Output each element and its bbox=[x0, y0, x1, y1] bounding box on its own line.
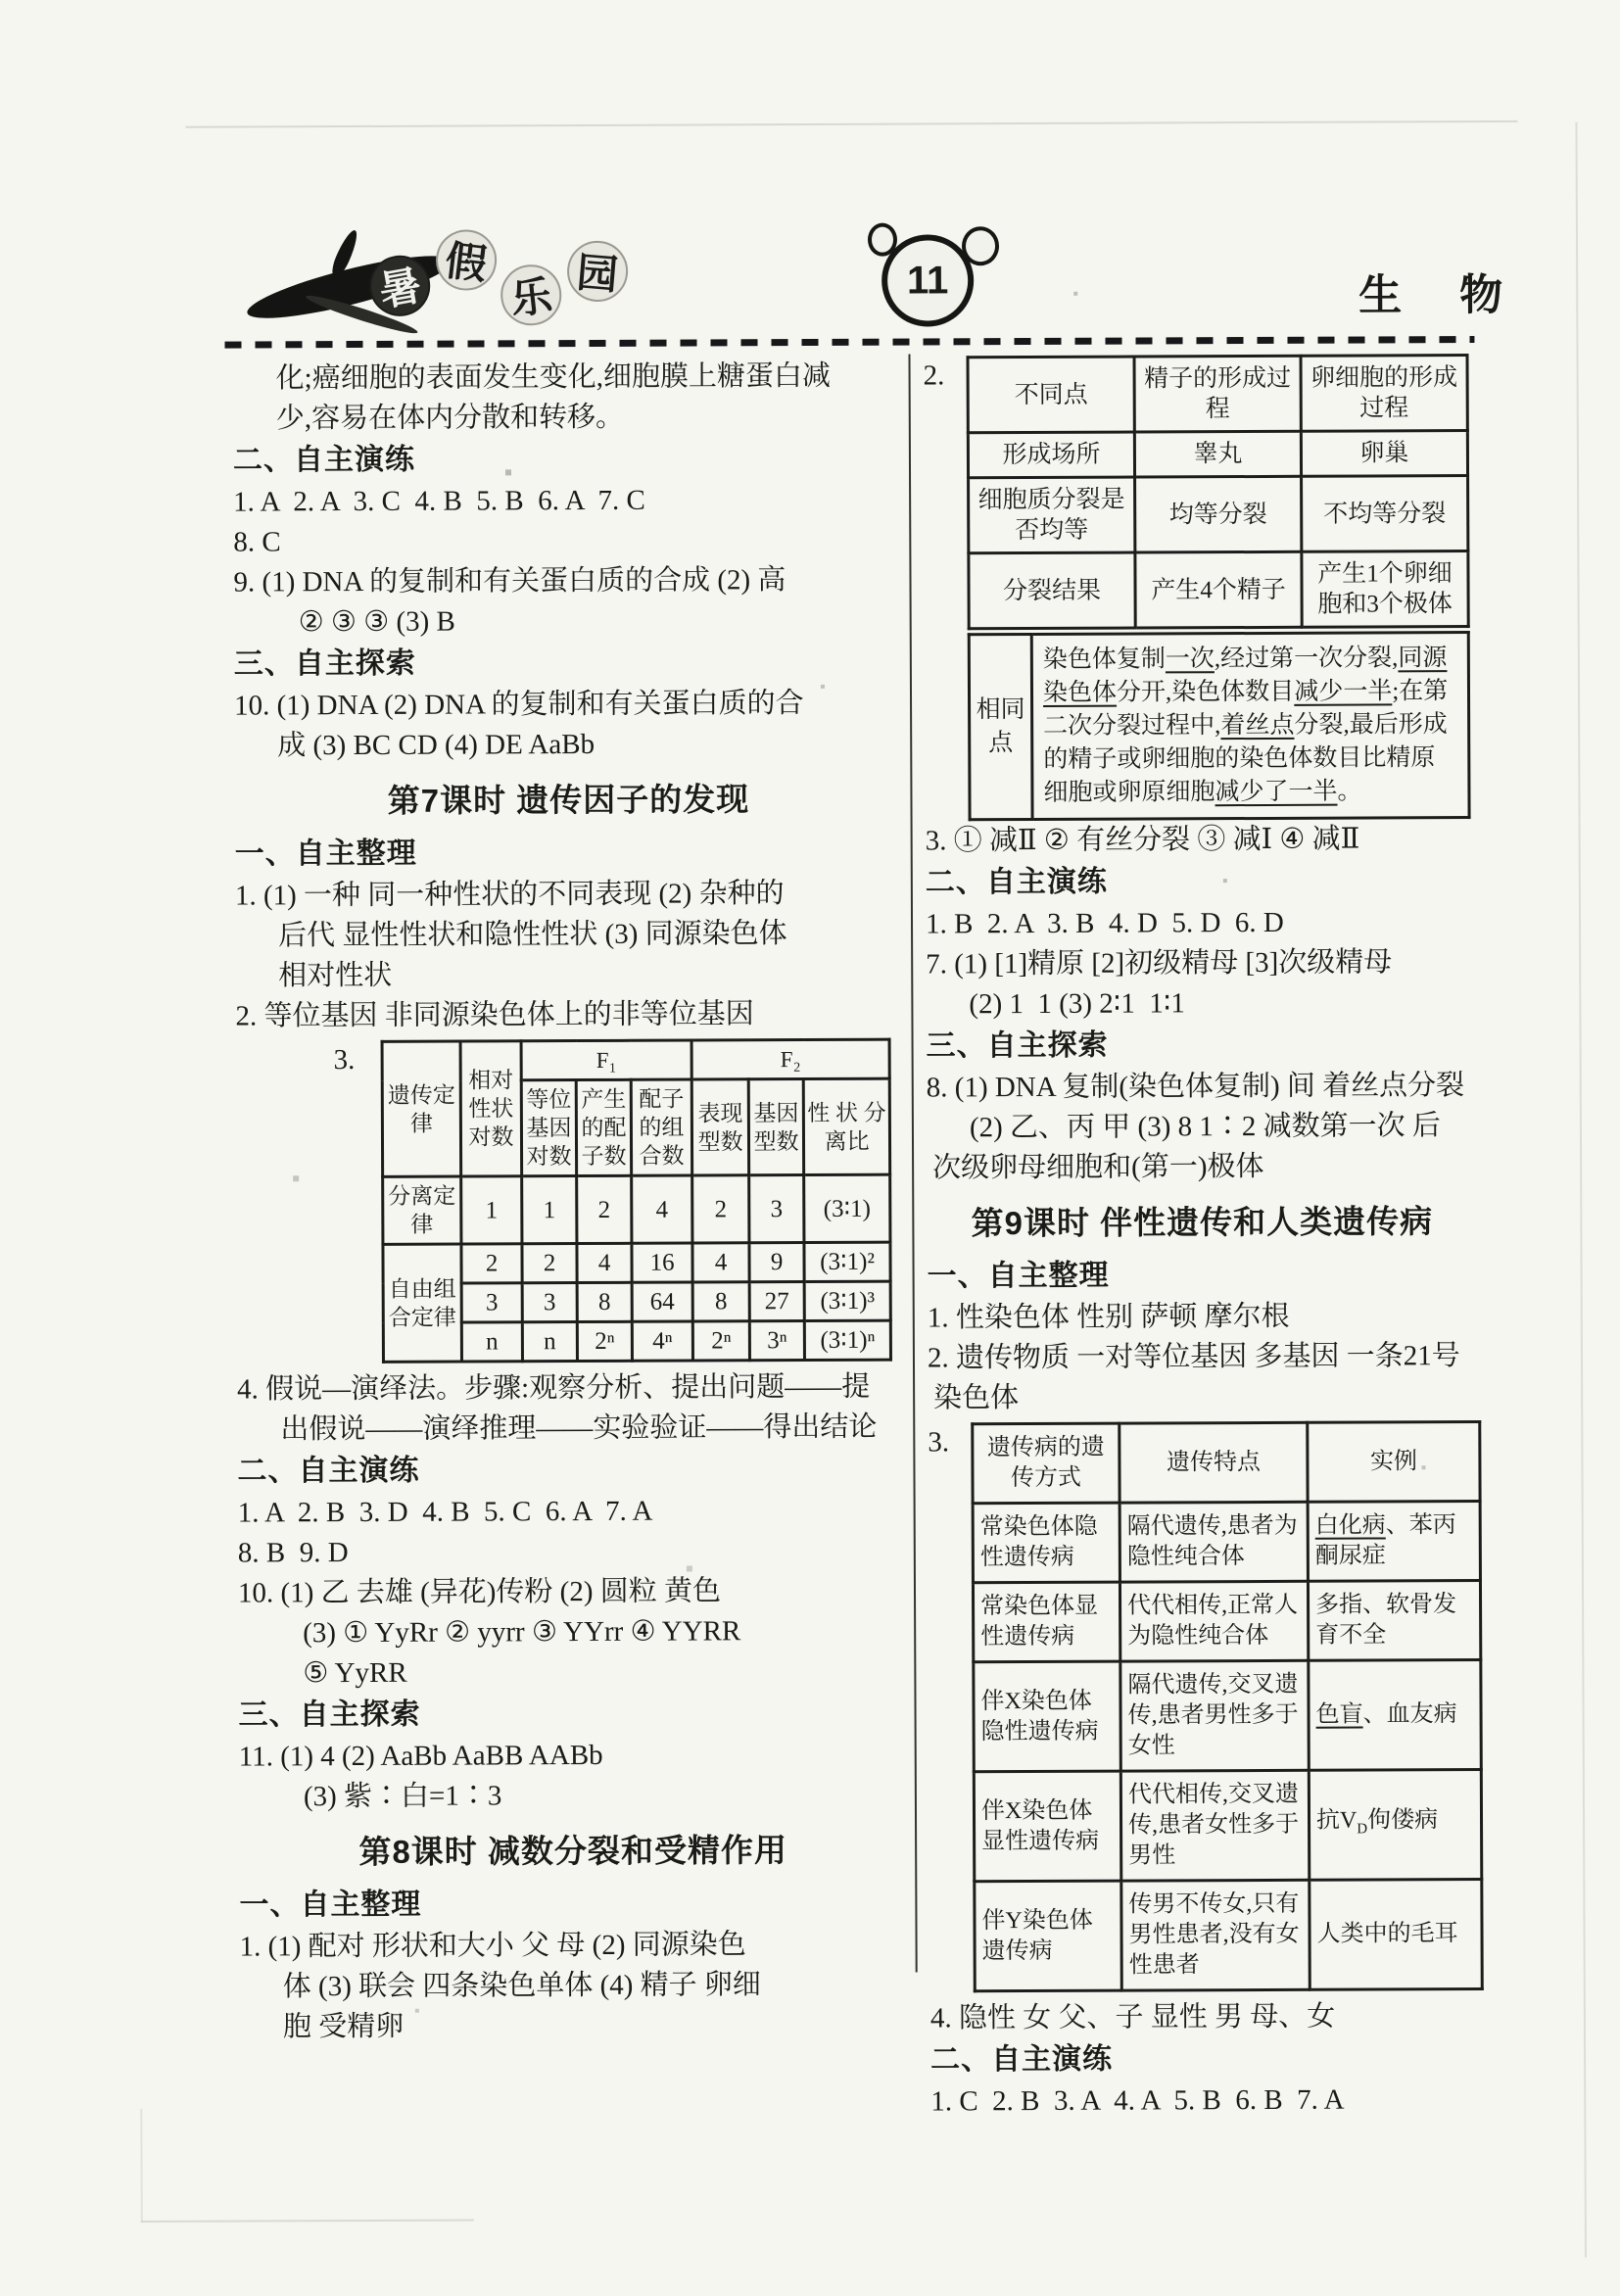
table-cell: 2ⁿ bbox=[692, 1321, 749, 1361]
table-cell bbox=[1309, 1660, 1481, 1771]
answer-line: 1. 性染色体 性别 萨顿 摩尔根 bbox=[927, 1300, 1290, 1334]
table-cell: 64 bbox=[632, 1282, 692, 1321]
scan-artifact-line bbox=[140, 2109, 143, 2223]
section-heading: 二、自主演练 bbox=[232, 443, 416, 477]
text-segment: 、血友病 bbox=[1362, 1701, 1457, 1728]
table-cell: 性 状 分离比 bbox=[803, 1078, 889, 1174]
text-segment: ,经过第一次分裂, bbox=[1214, 645, 1399, 673]
table-cell: 产生的配子数 bbox=[576, 1079, 631, 1175]
answer-line: 8. C bbox=[233, 526, 281, 558]
answer-line: 11. (1) 4 (2) AaBb AaBB AABb bbox=[238, 1739, 603, 1773]
scan-artifact-line bbox=[185, 120, 1517, 128]
answer-line: 相对性状 bbox=[278, 959, 393, 992]
table-cell: 细胞质分裂是否均等 bbox=[969, 477, 1135, 553]
section-heading: 一、自主整理 bbox=[927, 1259, 1110, 1293]
answer-line: 10. (1) 乙 去雄 (异花)传粉 (2) 圆粒 黄色 bbox=[237, 1575, 722, 1609]
table-cell: 隔代遗传,患者为隐性纯合体 bbox=[1120, 1502, 1308, 1582]
section-heading: 三、自主探索 bbox=[926, 1028, 1109, 1063]
subject-title: 生 物 bbox=[1358, 270, 1527, 320]
text-segment: 。 bbox=[1337, 778, 1362, 805]
text-segment: 一次 bbox=[1165, 646, 1215, 673]
left-column bbox=[233, 357, 909, 2048]
text-segment: 分开,染色体数目 bbox=[1116, 678, 1295, 706]
table-cell: 传男不传女,只有男性患者,没有女性患者 bbox=[1121, 1880, 1310, 1990]
section-heading: 三、自主探索 bbox=[233, 646, 416, 681]
table-cell: 代代相传,正常人为隐性纯合体 bbox=[1120, 1581, 1308, 1661]
body-line: 化;癌细胞的表面发生变化,细胞膜上糖蛋白减 bbox=[275, 359, 831, 395]
table-cell bbox=[1308, 1581, 1480, 1661]
table-cell: 伴X染色体显性遗传病 bbox=[974, 1771, 1120, 1882]
section-heading: 一、自主整理 bbox=[234, 837, 417, 871]
table-cell: 3 bbox=[461, 1283, 522, 1322]
table-cell bbox=[1310, 1880, 1482, 1990]
page-number-badge bbox=[881, 234, 974, 326]
text-segment: 多指、软骨发育不全 bbox=[1315, 1592, 1457, 1649]
table-cell: 2 bbox=[522, 1244, 577, 1283]
section-heading: 一、自主整理 bbox=[239, 1888, 422, 1922]
table-cell: 代代相传,交叉遗传,患者女性多于男性 bbox=[1120, 1770, 1309, 1881]
answer-line: 胞 受精卵 bbox=[282, 2010, 405, 2043]
table-cell: 相同点 bbox=[969, 635, 1032, 820]
text-segment: 同源染色体 bbox=[1042, 645, 1448, 706]
table-cell: 8 bbox=[577, 1282, 632, 1321]
answer-line: 1. A 2. B 3. D 4. B 5. C 6. A 7. A bbox=[237, 1495, 653, 1529]
answer-line: 8. (1) DNA 复制(染色体复制) 间 着丝点分裂 bbox=[926, 1070, 1465, 1104]
answer-line: 2. 遗传物质 一对等位基因 多基因 一条21号 bbox=[927, 1340, 1460, 1374]
table-cell: 等位基因对数 bbox=[521, 1080, 576, 1176]
table-cell: 3 bbox=[749, 1175, 804, 1243]
gametogenesis-table bbox=[967, 354, 1470, 630]
table-cell: (3∶1)³ bbox=[804, 1281, 890, 1320]
logo-character: 假 bbox=[433, 226, 500, 294]
answer-line: 9. (1) DNA 的复制和有关蛋白质的合成 (2) 高 bbox=[233, 564, 786, 598]
table-cell: 16 bbox=[632, 1243, 692, 1282]
text-segment: 、苯丙酮尿症 bbox=[1314, 1512, 1456, 1569]
table-cell: 分裂结果 bbox=[969, 552, 1135, 629]
item-number: 3. bbox=[333, 1044, 356, 1076]
table-cell: 4 bbox=[692, 1243, 749, 1282]
text-segment: ;在第二次分裂过程中, bbox=[1043, 678, 1449, 740]
table-cell: 3ⁿ bbox=[749, 1321, 804, 1361]
table-cell: 形成场所 bbox=[968, 432, 1134, 478]
table-cell: 表现型数 bbox=[691, 1079, 748, 1175]
table-cell: 精子的形成过程 bbox=[1134, 356, 1301, 432]
table-cell: 9 bbox=[749, 1243, 804, 1282]
table-cell: 遗传病的遗传方式 bbox=[973, 1423, 1120, 1504]
table-cell: 4 bbox=[577, 1243, 632, 1282]
table-cell: 3 bbox=[522, 1283, 577, 1322]
table-cell: F₂ bbox=[691, 1039, 889, 1079]
text-segment: 减少了一半 bbox=[1215, 778, 1338, 806]
answer-line: 成 (3) BC CD (4) DE AaBb bbox=[277, 728, 596, 762]
section-heading: 二、自主演练 bbox=[930, 2042, 1114, 2077]
answer-line: ② ③ ③ (3) B bbox=[298, 605, 455, 639]
answer-line: ⑤ YyRR bbox=[303, 1656, 407, 1690]
answer-line: 后代 显性性状和隐性性状 (3) 同源染色体 bbox=[278, 918, 787, 952]
answer-line: 1. (1) 一种 同一种性状的不同表现 (2) 杂种的 bbox=[234, 878, 785, 912]
logo-character: 园 bbox=[565, 238, 631, 304]
lesson-heading: 第8课时 减数分裂和受精作用 bbox=[358, 1832, 788, 1871]
answer-line: (3) 紫∶白=1∶3 bbox=[303, 1780, 502, 1813]
text-segment: 人类中的毛耳 bbox=[1316, 1921, 1458, 1947]
table-cell: 2ⁿ bbox=[577, 1321, 632, 1361]
scan-artifact-line bbox=[1575, 122, 1587, 2258]
answer-line: (2) 1 1 (3) 2∶1 1∶1 bbox=[969, 987, 1185, 1021]
table-cell: 2 bbox=[461, 1244, 522, 1283]
table-cell: (3∶1)² bbox=[804, 1242, 890, 1281]
logo-character: 暑 bbox=[364, 251, 435, 321]
answer-line: 7. (1) [1]精原 [2]初级精母 [3]次级精母 bbox=[926, 946, 1393, 981]
section-heading: 二、自主演练 bbox=[237, 1454, 420, 1488]
answer-line: (3) ① YyRr ② yyrr ③ YYrr ④ YYRR bbox=[303, 1615, 741, 1650]
table-cell: 分离定律 bbox=[383, 1176, 461, 1244]
answer-line: 1. A 2. A 3. C 4. B 5. B 6. A 7. C bbox=[233, 484, 645, 518]
answer-line: 1. C 2. B 3. A 4. A 5. B 6. B 7. A bbox=[930, 2083, 1345, 2118]
table-cell: 产生1个卵细胞和3个极体 bbox=[1302, 551, 1468, 628]
table-cell: 常染色体显性遗传病 bbox=[973, 1582, 1120, 1662]
table-cell: 配子的组合数 bbox=[631, 1079, 691, 1175]
column-divider bbox=[908, 355, 917, 1973]
section-heading: 三、自主探索 bbox=[238, 1698, 421, 1732]
table-cell: 27 bbox=[749, 1282, 804, 1321]
table-cell bbox=[1309, 1770, 1481, 1881]
body-line: 少,容易在体内分散和转移。 bbox=[275, 401, 625, 435]
answer-line: 1. B 2. A 3. B 4. D 5. D 6. D bbox=[925, 906, 1284, 940]
table-cell: F₁ bbox=[521, 1040, 691, 1080]
answer-line: 出假说——演绎推理——实验验证——得出结论 bbox=[280, 1411, 878, 1446]
table-cell: 2 bbox=[692, 1175, 749, 1243]
genetic-diseases-table bbox=[971, 1420, 1484, 1992]
page-number: 11 bbox=[906, 258, 949, 303]
numbered-table-block bbox=[928, 1420, 1481, 1992]
text-segment: 着丝点 bbox=[1220, 711, 1295, 740]
genetics-laws-table bbox=[381, 1038, 892, 1363]
table-cell: 遗传定律 bbox=[382, 1041, 461, 1176]
table-cell: 遗传特点 bbox=[1120, 1422, 1308, 1503]
table-cell: 不均等分裂 bbox=[1302, 476, 1468, 552]
answer-line: (2) 乙、丙 甲 (3) 8 1∶2 减数第一次 后 bbox=[969, 1110, 1441, 1144]
answer-line: 2. 等位基因 非同源染色体上的非等位基因 bbox=[235, 998, 754, 1032]
table-cell: 伴X染色体隐性遗传病 bbox=[974, 1661, 1120, 1772]
item-number: 2. bbox=[923, 359, 945, 392]
series-logo bbox=[244, 221, 656, 343]
table-cell: n bbox=[461, 1322, 522, 1362]
table-cell bbox=[1308, 1502, 1480, 1582]
table-cell: 8 bbox=[692, 1282, 749, 1321]
text-segment: 抗V bbox=[1315, 1807, 1358, 1834]
table-cell: 自由组合定律 bbox=[383, 1244, 462, 1362]
text-segment: 色盲 bbox=[1315, 1701, 1363, 1728]
logo-character: 乐 bbox=[498, 262, 564, 328]
answer-line: 体 (3) 联会 四条染色单体 (4) 精子 卵细 bbox=[282, 1969, 761, 2003]
answer-line: 10. (1) DNA (2) DNA 的复制和有关蛋白质的合 bbox=[233, 688, 804, 722]
table-cell: (3∶1)ⁿ bbox=[804, 1320, 890, 1360]
table-cell: 隔代遗传,交叉遗传,患者男性多于女性 bbox=[1120, 1660, 1309, 1771]
answer-line: 4. 隐性 女 父、子 显性 男 母、女 bbox=[929, 2000, 1336, 2034]
numbered-table-block bbox=[924, 354, 1475, 630]
scan-artifact-line bbox=[141, 2220, 474, 2223]
table-cell: 1 bbox=[461, 1176, 522, 1244]
text-segment: 减少一半 bbox=[1294, 678, 1393, 705]
table-cell: 相对性状对数 bbox=[460, 1041, 522, 1176]
table-cell: 产生4个精子 bbox=[1135, 551, 1302, 628]
table-cell bbox=[1031, 633, 1469, 820]
table-cell: 实例 bbox=[1308, 1422, 1480, 1503]
answer-line: 1. (1) 配对 形状和大小 父 母 (2) 同源染色 bbox=[239, 1929, 746, 1963]
table-cell: 均等分裂 bbox=[1135, 476, 1302, 552]
text-segment: 白化病 bbox=[1314, 1512, 1386, 1539]
text-segment: D bbox=[1357, 1820, 1368, 1837]
table-cell: n bbox=[522, 1322, 577, 1362]
lesson-heading: 第9课时 伴性遗传和人类遗传病 bbox=[971, 1203, 1434, 1242]
answer-line: 4. 假说—演绎法。步骤:观察分析、提出问题——提 bbox=[237, 1370, 871, 1406]
answer-line: 3. ① 减Ⅱ ② 有丝分裂 ③ 减Ⅰ ④ 减Ⅱ bbox=[925, 823, 1360, 857]
table-cell: 1 bbox=[522, 1176, 577, 1244]
answer-line: 染色体 bbox=[933, 1382, 1020, 1414]
text-segment: 分裂,最后形成的精子或卵细胞的染色体数目比精原细胞或卵原细胞 bbox=[1043, 711, 1448, 806]
lesson-heading: 第7课时 遗传因子的发现 bbox=[387, 781, 750, 819]
similarity-row-table bbox=[968, 631, 1471, 821]
answer-line: 8. B 9. D bbox=[237, 1537, 349, 1569]
table-cell: 卵细胞的形成过程 bbox=[1301, 356, 1467, 432]
item-number: 3. bbox=[928, 1426, 950, 1459]
table-cell: 4 bbox=[632, 1175, 692, 1243]
table-cell: (3∶1) bbox=[804, 1174, 890, 1242]
answer-line: 次级卵母细胞和(第一)极体 bbox=[932, 1150, 1264, 1184]
text-segment: 染色体复制 bbox=[1042, 646, 1166, 673]
table-cell: 不同点 bbox=[968, 357, 1134, 433]
table-cell: 基因型数 bbox=[748, 1079, 803, 1175]
table-cell: 常染色体隐性遗传病 bbox=[973, 1503, 1120, 1583]
table-cell: 伴Y染色体遗传病 bbox=[975, 1881, 1121, 1991]
table-cell: 睾丸 bbox=[1134, 431, 1301, 477]
section-heading: 二、自主演练 bbox=[925, 865, 1108, 899]
table-cell: 卵巢 bbox=[1301, 431, 1467, 477]
right-column bbox=[923, 350, 1481, 2122]
table-cell: 2 bbox=[577, 1175, 632, 1243]
text-segment: 佝偻病 bbox=[1367, 1806, 1439, 1834]
table-cell: 4ⁿ bbox=[632, 1321, 692, 1361]
numbered-table-block bbox=[334, 1038, 905, 1364]
